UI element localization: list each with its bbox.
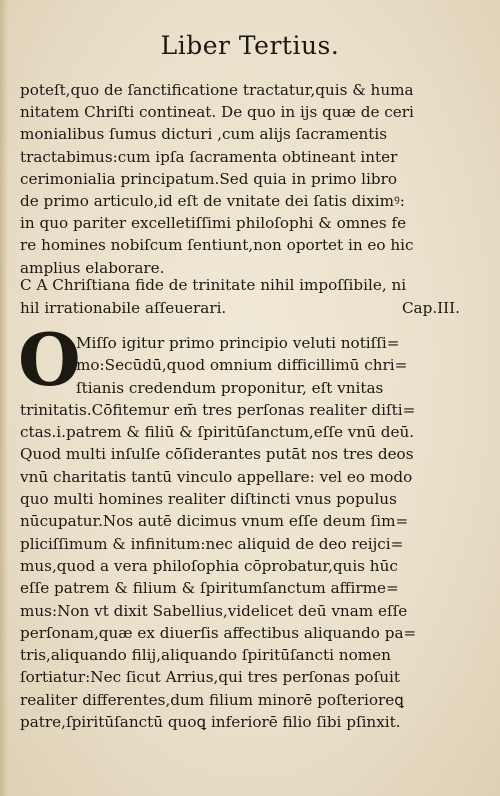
text-line: Quod multi inſulſe cōſiderantes putāt nos tres deos xyxy=(20,445,414,464)
chapter-heading xyxy=(20,274,460,319)
drop-cap: O xyxy=(18,317,81,402)
text-line: nūcupatur.Nos autē dicimus vnum eſſe deum ſim= xyxy=(20,512,409,531)
text-line: de primo articulo,id eſt de vnitate dei ſatis diximꝰ: xyxy=(20,191,405,210)
chapter-heading-line xyxy=(20,297,460,320)
text-line: patre,ſpiritūſanctū quoꝗ inferiorē filio ſibi pſinxit. xyxy=(20,713,401,732)
text-line: poteſt,quo de ſanctificatione tractatur,quis & huma xyxy=(20,81,414,99)
text-line: mus:Non vt dixit Sabellius,videlicet deū vnam eſſe xyxy=(20,601,408,620)
text-line: pliciſſimum & infinitum:nec aliquid de deo reijci= xyxy=(20,534,404,553)
text-line: eſſe patrem & filium & ſpiritumſanctum affirme= xyxy=(20,579,399,598)
text-line: tris,aliquando filij,aliquando ſpiritūſancti nomen xyxy=(20,646,391,665)
chapter-heading-text: hil irrationabile aſſeuerari. xyxy=(20,298,227,317)
text-line: quo multi homines realiter diſtincti vnus populus xyxy=(20,490,397,509)
paragraph-2 xyxy=(20,332,460,733)
text-line: nitatem Chriſti contineat. De quo in ijs quæ de ceri xyxy=(20,103,414,122)
text-line: amplius elaborare. xyxy=(20,258,165,277)
text-line: ſortiatur:Nec ſicut Arrius,qui tres perſonas poſuit xyxy=(20,668,400,687)
text-line: cerimonialia principatum.Sed quia in primo libro xyxy=(20,169,398,188)
text-line: trinitatis.Cōfitemur em̄ tres perſonas realiter diſti= xyxy=(20,400,416,419)
text-line: ſtianis credendum proponitur, eſt vnitas xyxy=(76,378,384,397)
text-line: monialibus ſumus dicturi ,cum alijs ſacramentis xyxy=(20,125,388,144)
text-line: tractabimus:cum ipſa ſacramenta obtineant inter xyxy=(20,147,398,166)
text-line: vnū charitatis tantū vinculo appellare: vel eo modo xyxy=(20,467,413,486)
text-line: ctas.i.patrem & filiū & ſpiritūſanctum,eſſe vnū deū. xyxy=(20,423,415,442)
text-line: Miſſo igitur primo principio veluti notiſſi= xyxy=(76,334,400,352)
text-line: mus,quod a vera philoſophia cōprobatur,quis hūc xyxy=(20,556,398,575)
chapter-number: Cap.III. xyxy=(401,298,460,317)
text-line: mo:Secūdū,quod omnium difficillimū chri= xyxy=(76,356,408,375)
text-line: realiter differentes,dum filium minorē poſterioreꝗ xyxy=(20,690,404,709)
paragraph-1 xyxy=(20,79,460,279)
chapter-heading-line: C A Chriſtiana fide de trinitate nihil impoſſibile, ni xyxy=(20,276,407,294)
text-line: perſonam,quæ ex diuerſis affectibus aliquando pa= xyxy=(20,623,417,642)
text-line: re homines nobiſcum ſentiunt,non oportet in eo hic xyxy=(20,236,414,255)
text-line: in quo pariter excelletiſſimi philoſophi & omnes fe xyxy=(20,214,407,233)
running-head: Liber Tertius. xyxy=(160,31,340,60)
